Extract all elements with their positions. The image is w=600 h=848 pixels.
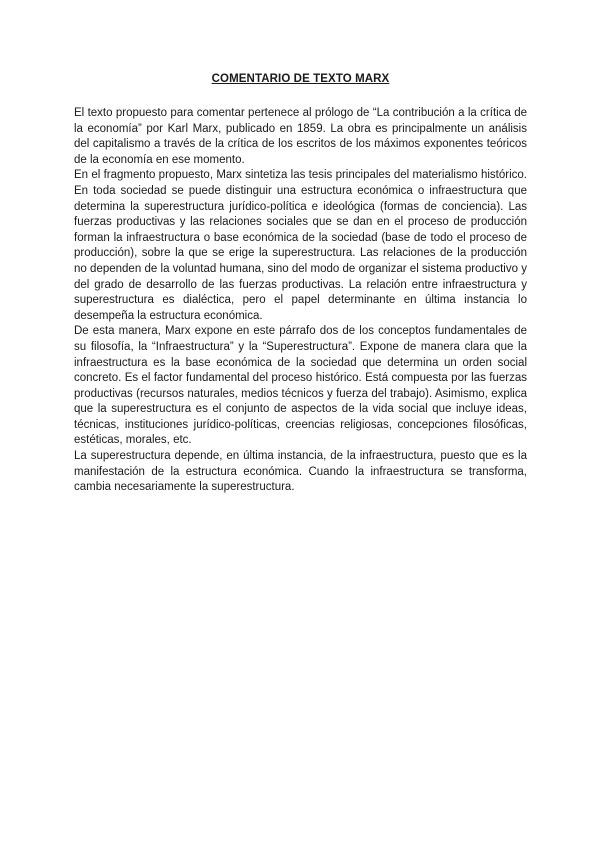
paragraph-materialism: En el fragmento propuesto, Marx sintetiza las tesis principales del materialismo histórico. En toda sociedad se puede distinguir una estructura económica o infraestructura que determina la superestructura jurídico-política e ideológica (formas de conciencia). Las fuerzas productivas y las relaciones sociales que se dan en el proceso de producción forman la infraestructura o base económica de la sociedad (base de todo el proceso de producción), sobre la que se erige la superestructura. Las relaciones de la producción no dependen de la voluntad humana, sino del modo de organizar el sistema productivo y del grado de desarrollo de las fuerzas productivas. La relación entre infraestructura y superestructura es dialéctica, pero el papel determinante en última instancia lo desempeña la estructura económica.	[74, 169, 527, 322]
paragraph-conclusion: La superestructura depende, en última instancia, de la infraestructura, puesto que es la manifestación de la estructura económica. Cuando la infraestructura se transforma, cambia necesariamente la superestructura.	[74, 450, 527, 494]
document-title: COMENTARIO DE TEXTO MARX	[211, 73, 390, 85]
paragraph-concepts: De esta manera, Marx expone en este párrafo dos de los conceptos fundamentales de su filosofía, la “Infraestructura” y la “Superestructura”. Expone de manera clara que la infraestructura es la base económica de la sociedad que determina un orden social concreto. Es el factor fundamental del proceso histórico. Está compuesta por las fuerzas productivas (recursos naturales, medios técnicos y fuerza del trabajo). Asimismo, explica que la superestructura es el conjunto de aspectos de la vida social que incluye ideas, técnicas, instituciones jurídico-políticas, creencias religiosas, concepciones filosóficas, estéticas, morales, etc.	[74, 325, 527, 447]
document-body	[74, 72, 527, 496]
paragraph-intro: El texto propuesto para comentar pertenece al prólogo de “La contribución a la crítica de la economía” por Karl Marx, publicado en 1859. La obra es principalmente un análisis del capitalismo a través de la crítica de los escritos de los máximos exponentes teóricos de la economía en ese momento.	[74, 107, 527, 166]
